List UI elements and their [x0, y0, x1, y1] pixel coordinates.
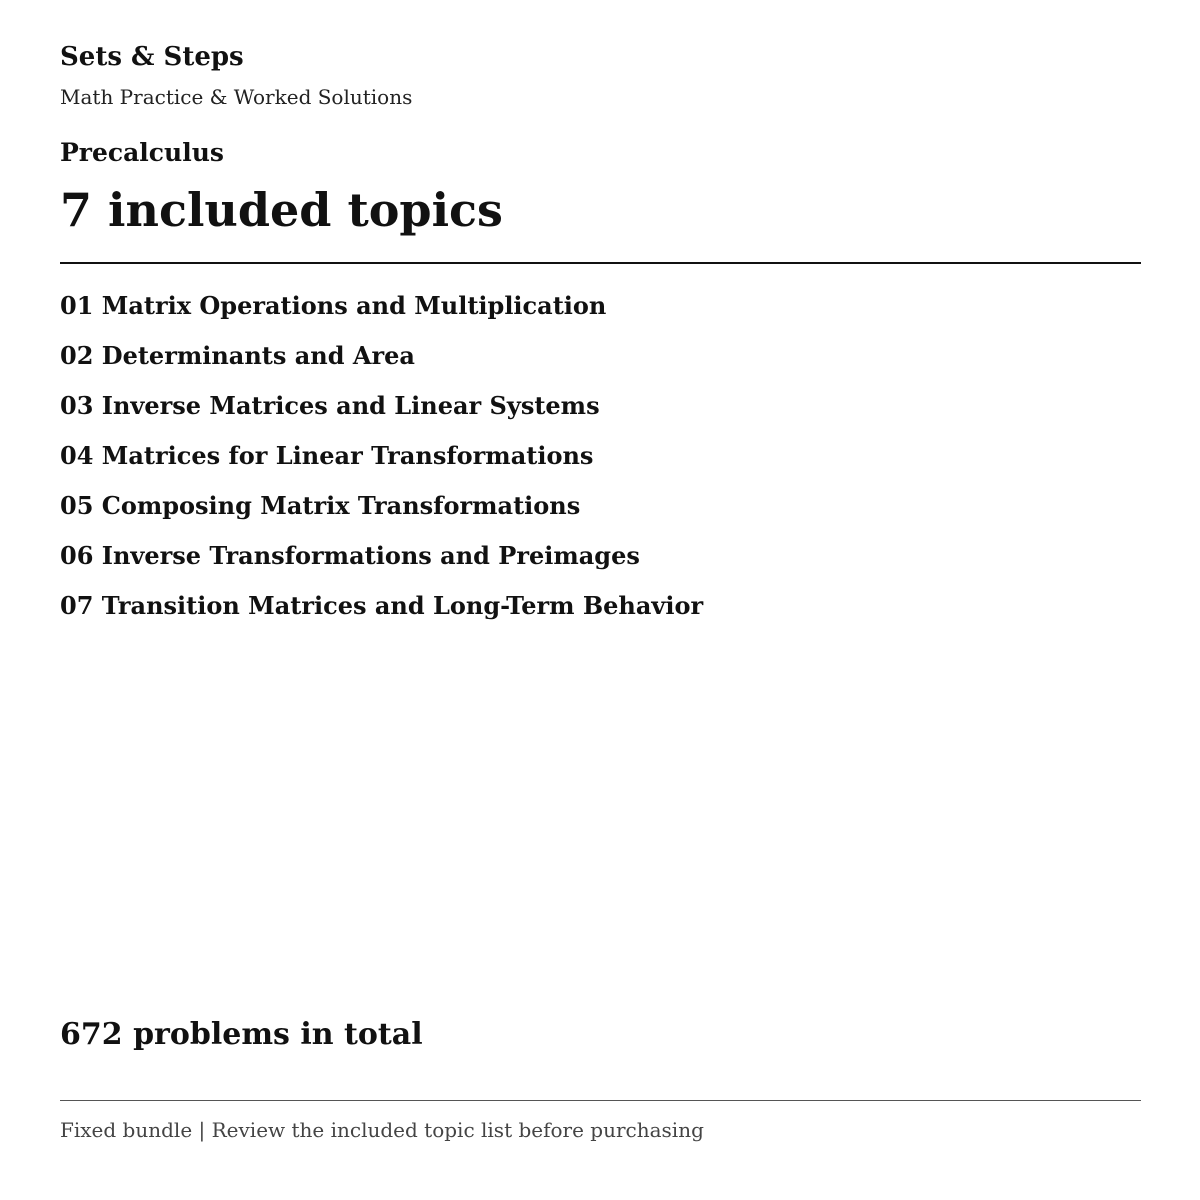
topic-item: 04 Matrices for Linear Transformations [60, 441, 594, 470]
footer-divider [60, 1100, 1141, 1101]
topic-list [60, 281, 703, 631]
subject-title: Precalculus [60, 138, 224, 167]
problem-total: 672 problems in total [60, 1017, 423, 1052]
topic-item: 05 Composing Matrix Transformations [60, 491, 581, 520]
topic-item: 02 Determinants and Area [60, 341, 415, 370]
topic-item: 06 Inverse Transformations and Preimages [60, 541, 640, 570]
topic-item: 07 Transition Matrices and Long-Term Behavior [60, 591, 704, 620]
header-divider [60, 262, 1141, 264]
brand-tagline: Math Practice & Worked Solutions [60, 85, 413, 109]
footer-note: Fixed bundle | Review the included topic list before purchasing [60, 1118, 704, 1142]
topic-count-headline: 7 included topics [60, 183, 503, 237]
topic-item: 03 Inverse Matrices and Linear Systems [60, 391, 600, 420]
topic-item: 01 Matrix Operations and Multiplication [60, 291, 607, 320]
brand-name: Sets & Steps [60, 42, 244, 72]
